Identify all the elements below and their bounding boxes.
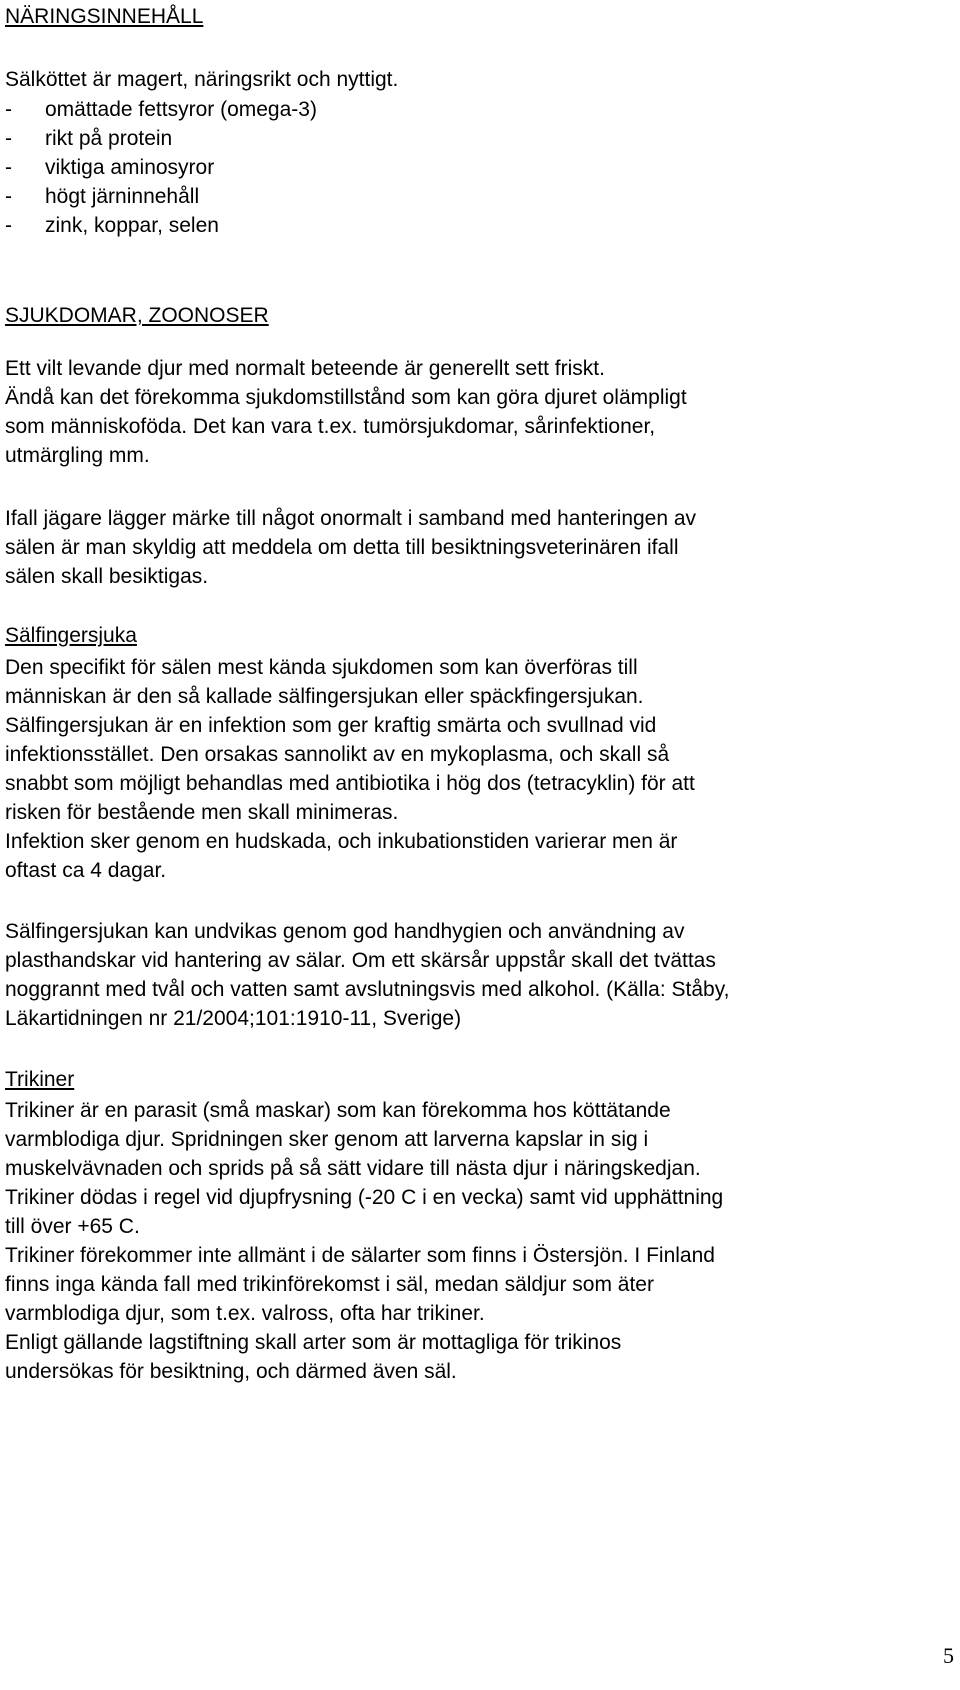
list-item bbox=[5, 186, 199, 208]
section-heading-diseases: SJUKDOMAR, ZOONOSER bbox=[5, 304, 269, 327]
paragraph-line: finns inga kända fall med trikinförekomst i säl, medan säldjur som äter bbox=[5, 1273, 654, 1296]
paragraph-line: som människoföda. Det kan vara t.ex. tumörsjukdomar, sårinfektioner, bbox=[5, 415, 656, 438]
paragraph-line: muskelvävnaden och sprids på så sätt vidare till nästa djur i näringskedjan. bbox=[5, 1157, 701, 1180]
paragraph-line: Sälfingersjukan kan undvikas genom god handhygien och användning av bbox=[5, 920, 685, 943]
paragraph-line: utmärgling mm. bbox=[5, 444, 150, 467]
paragraph-line: Ett vilt levande djur med normalt beteende är generellt sett friskt. bbox=[5, 357, 605, 380]
paragraph-line: Ifall jägare lägger märke till något onormalt i samband med hanteringen av bbox=[5, 507, 697, 530]
paragraph-line: varmblodiga djur, som t.ex. valross, ofta har trikiner. bbox=[5, 1302, 485, 1325]
subheading-trikiner: Trikiner bbox=[5, 1068, 75, 1091]
list-bullet: - bbox=[5, 156, 12, 179]
paragraph-line: oftast ca 4 dagar. bbox=[5, 859, 167, 882]
list-item-text: rikt på protein bbox=[45, 127, 173, 150]
paragraph-line: undersökas för besiktning, och därmed även säl. bbox=[5, 1360, 457, 1383]
paragraph-line: noggrannt med tvål och vatten samt avslutningsvis med alkohol. (Källa: Ståby, bbox=[5, 978, 730, 1001]
paragraph-line: risken för bestående men skall minimeras. bbox=[5, 801, 399, 824]
paragraph-line: Trikiner dödas i regel vid djupfrysning (-20 C i en vecka) samt vid upphättning bbox=[5, 1186, 724, 1209]
list-bullet: - bbox=[5, 185, 12, 208]
paragraph-line: sälen är man skyldig att meddela om detta till besiktningsveterinären ifall bbox=[5, 536, 679, 559]
list-item bbox=[5, 99, 317, 121]
nutrition-intro: Sälköttet är magert, näringsrikt och nyttigt. bbox=[5, 68, 399, 91]
section-heading-nutrition: NÄRINGSINNEHÅLL bbox=[5, 5, 204, 28]
list-bullet: - bbox=[5, 214, 12, 237]
list-item-text: zink, koppar, selen bbox=[45, 214, 219, 237]
paragraph-line: plasthandskar vid hantering av sälar. Om ett skärsår uppstår skall det tvättas bbox=[5, 949, 716, 972]
list-item-text: högt järninnehåll bbox=[45, 185, 200, 208]
paragraph-line: Infektion sker genom en hudskada, och inkubationstiden varierar men är bbox=[5, 830, 678, 853]
paragraph-line: Den specifikt för sälen mest kända sjukdomen som kan överföras till bbox=[5, 656, 638, 679]
list-item-text: viktiga aminosyror bbox=[45, 156, 215, 179]
paragraph-line: infektionsstället. Den orsakas sannolikt av en mykoplasma, och skall så bbox=[5, 743, 670, 766]
paragraph-line: varmblodiga djur. Spridningen sker genom att larverna kapslar in sig i bbox=[5, 1128, 649, 1151]
page-number: 5 bbox=[943, 1643, 954, 1668]
paragraph-line: människan är den så kallade sälfingersjukan eller späckfingersjukan. bbox=[5, 685, 644, 708]
paragraph-line: Ändå kan det förekomma sjukdomstillstånd som kan göra djuret olämpligt bbox=[5, 386, 687, 409]
paragraph-line: sälen skall besiktigas. bbox=[5, 565, 209, 588]
paragraph-line: Läkartidningen nr 21/2004;101:1910-11, Sverige) bbox=[5, 1007, 462, 1030]
paragraph-line: Sälfingersjukan är en infektion som ger kraftig smärta och svullnad vid bbox=[5, 714, 657, 737]
paragraph-line: Enligt gällande lagstiftning skall arter som är mottagliga för trikinos bbox=[5, 1331, 622, 1354]
list-bullet: - bbox=[5, 98, 12, 121]
paragraph-line: Trikiner förekommer inte allmänt i de sälarter som finns i Östersjön. I Finland bbox=[5, 1244, 715, 1267]
paragraph-line: snabbt som möjligt behandlas med antibiotika i hög dos (tetracyklin) för att bbox=[5, 772, 695, 795]
list-item bbox=[5, 157, 214, 179]
list-item-text: omättade fettsyror (omega-3) bbox=[45, 98, 317, 121]
paragraph-line: till över +65 C. bbox=[5, 1215, 140, 1238]
paragraph-line: Trikiner är en parasit (små maskar) som kan förekomma hos köttätande bbox=[5, 1099, 671, 1122]
list-item bbox=[5, 215, 219, 237]
subheading-salfingersjuka: Sälfingersjuka bbox=[5, 624, 137, 647]
list-bullet: - bbox=[5, 127, 12, 150]
list-item bbox=[5, 128, 172, 150]
